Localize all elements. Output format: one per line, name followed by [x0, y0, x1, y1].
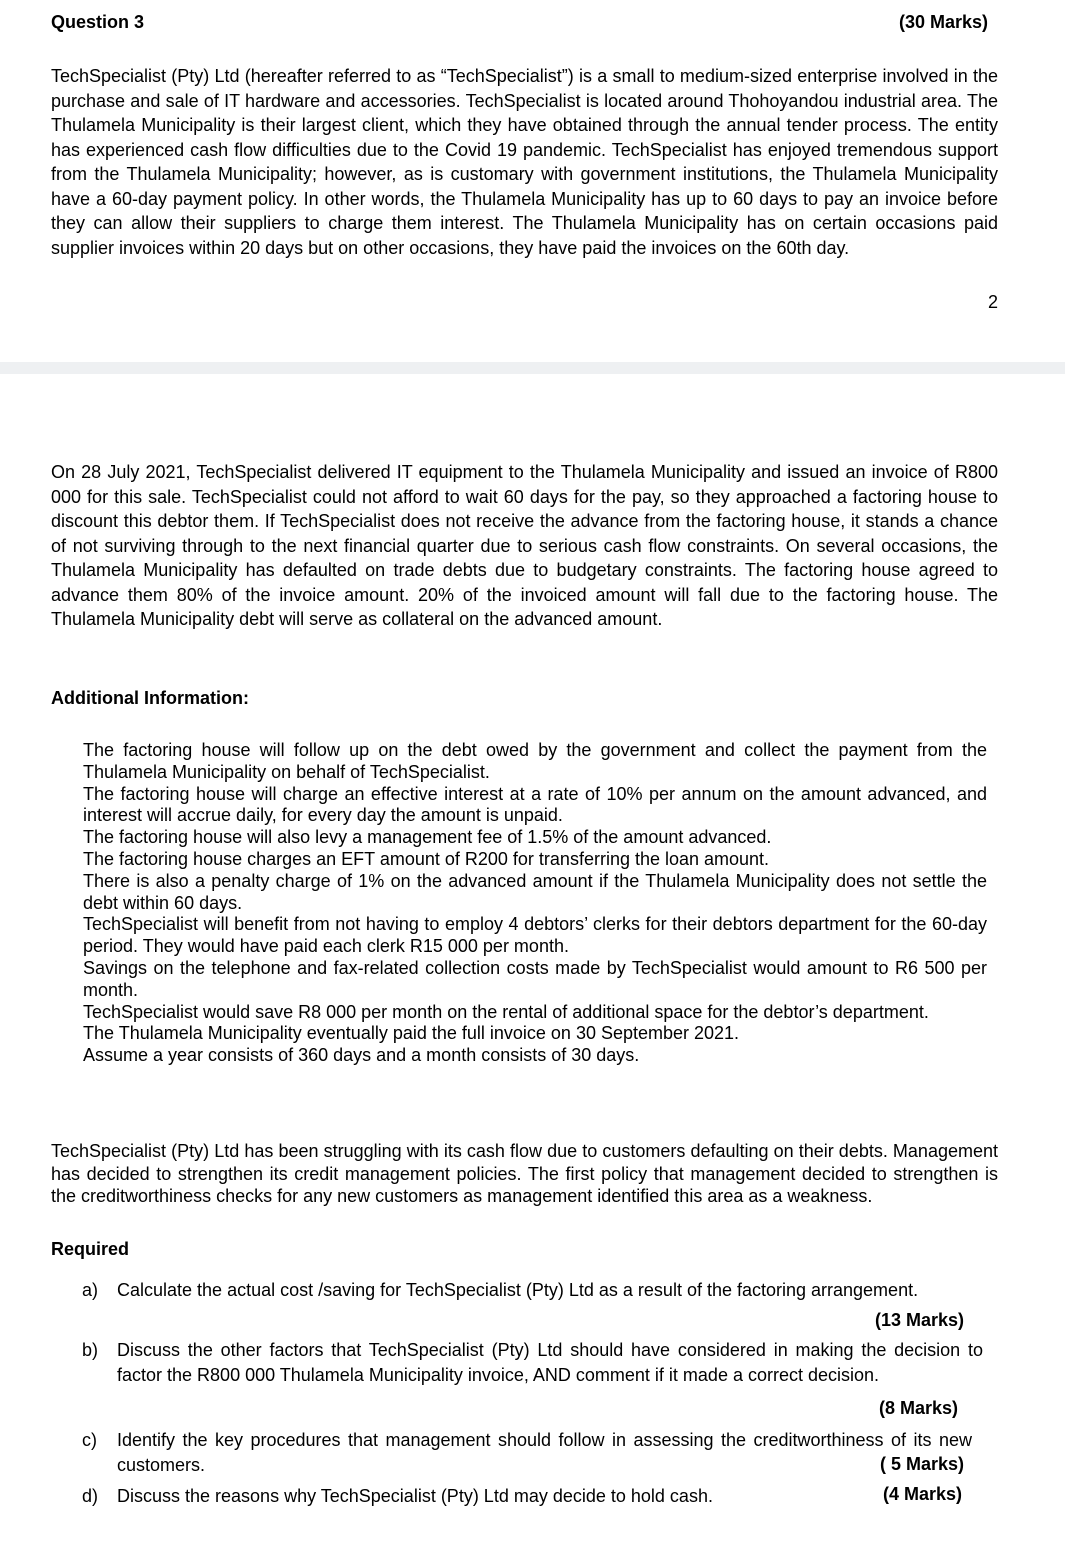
list-item: Assume a year consists of 360 days and a month consists of 30 days.	[83, 1045, 640, 1066]
item-a-marks: (13 Marks)	[874, 1310, 964, 1330]
item-text: Discuss the other factors that TechSpecialist (Pty) Ltd should have considered in making the decision to factor the R800 000 Thulamela Municipality invoice, AND comment if it made a correct decision.	[117, 1340, 983, 1385]
item-b-marks: (8 Marks)	[878, 1398, 958, 1418]
list-item: TechSpecialist will benefit from not having to employ 4 debtors’ clerks for their debtors department for the 60-day period. They would have paid each clerk R15 000 per month.	[83, 914, 987, 957]
additional-info-heading: Additional Information:	[51, 688, 249, 708]
required-item-b	[82, 1338, 982, 1390]
list-item: The factoring house will also levy a management fee of 1.5% of the amount advanced.	[83, 827, 772, 848]
item-label: d)	[82, 1486, 99, 1506]
list-item: TechSpecialist would save R8 000 per month on the rental of additional space for the debtor’s department.	[83, 1001, 929, 1022]
item-label: a)	[82, 1280, 99, 1300]
scenario-paragraph: On 28 July 2021, TechSpecialist delivered IT equipment to the Thulamela Municipality and issued an invoice of R800 000 for this sale. TechSpecialist could not afford to wait 60 days for the pay, so they approached a factoring house to discount this debtor them. If TechSpecialist does not receive the advance from the factoring house, it stands a chance of not surviving through to the next financial quarter due to serious cash flow constraints. On several occasions, the Thulamela Municipality has defaulted on trade debts due to budgetary constraints. The factoring house agreed to advance them 80% of the invoice amount. 20% of the invoiced amount will fall due to the factoring house. The Thulamela Municipality debt will serve as collateral on the advanced amount.	[51, 462, 998, 629]
required-item-c	[82, 1428, 972, 1480]
intro-paragraph: TechSpecialist (Pty) Ltd (hereafter referred to as “TechSpecialist”) is a small to medium-sized enterprise involved in the purchase and sale of IT hardware and accessories. TechSpecialist is located around Thohoyandou industrial area. The Thulamela Municipality is their largest client, which they have obtained through the annual tender process. The entity has experienced cash flow difficulties due to the Covid 19 pandemic. TechSpecialist has enjoyed tremendous support from the Thulamela Municipality; however, as is customary with government institutions, the Thulamela Municipality have a 60-day payment policy. In other words, the Thulamela Municipality has up to 60 days to pay an invoice before they can allow their suppliers to charge them interest. The Thulamela Municipality has on certain occasions paid supplier invoices within 20 days but on other occasions, they have paid the invoices on the 60th day.	[51, 66, 998, 258]
page-number: 2	[987, 292, 998, 312]
item-c-marks: ( 5 Marks)	[879, 1454, 964, 1474]
question-title: Question 3	[51, 12, 145, 32]
page-separator	[0, 362, 1065, 374]
required-item-d	[82, 1484, 802, 1510]
list-item: The Thulamela Municipality eventually paid the full invoice on 30 September 2021.	[83, 1023, 740, 1044]
list-item: The factoring house will follow up on the debt owed by the government and collect the payment from the Thulamela Municipality on behalf of TechSpecialist.	[83, 740, 987, 782]
list-item: The factoring house will charge an effective interest at a rate of 10% per annum on the amount advanced, and interest will accrue daily, for every day the amount is unpaid.	[83, 783, 987, 826]
question-marks: (30 Marks)	[898, 12, 988, 32]
list-item: There is also a penalty charge of 1% on the advanced amount if the Thulamela Municipality does not settle the debt within 60 days.	[83, 870, 987, 913]
additional-info-list	[83, 740, 987, 1067]
page-top	[0, 0, 1065, 362]
item-d-marks: (4 Marks)	[882, 1484, 962, 1504]
list-item: The factoring house charges an EFT amount of R200 for transferring the loan amount.	[83, 848, 770, 869]
item-text: Identify the key procedures that management should follow in assessing the creditworthiness of its new customers.	[117, 1430, 972, 1475]
item-label: c)	[82, 1430, 97, 1450]
item-text: Calculate the actual cost /saving for TechSpecialist (Pty) Ltd as a result of the factoring arrangement.	[117, 1280, 919, 1300]
item-text: Discuss the reasons why TechSpecialist (Pty) Ltd may decide to hold cash.	[117, 1486, 713, 1506]
page-bottom	[0, 374, 1065, 1556]
item-label: b)	[82, 1340, 99, 1360]
management-paragraph: TechSpecialist (Pty) Ltd has been struggling with its cash flow due to customers defaulting on their debts. Management has decided to strengthen its credit management policies. The first policy that management decided to strengthen is the creditworthiness checks for any new customers as management identified this area as a weakness.	[51, 1141, 998, 1206]
required-item-a	[82, 1278, 972, 1306]
required-heading: Required	[51, 1239, 130, 1259]
list-item: Savings on the telephone and fax-related collection costs made by TechSpecialist would amount to R6 500 per month.	[83, 957, 987, 1000]
